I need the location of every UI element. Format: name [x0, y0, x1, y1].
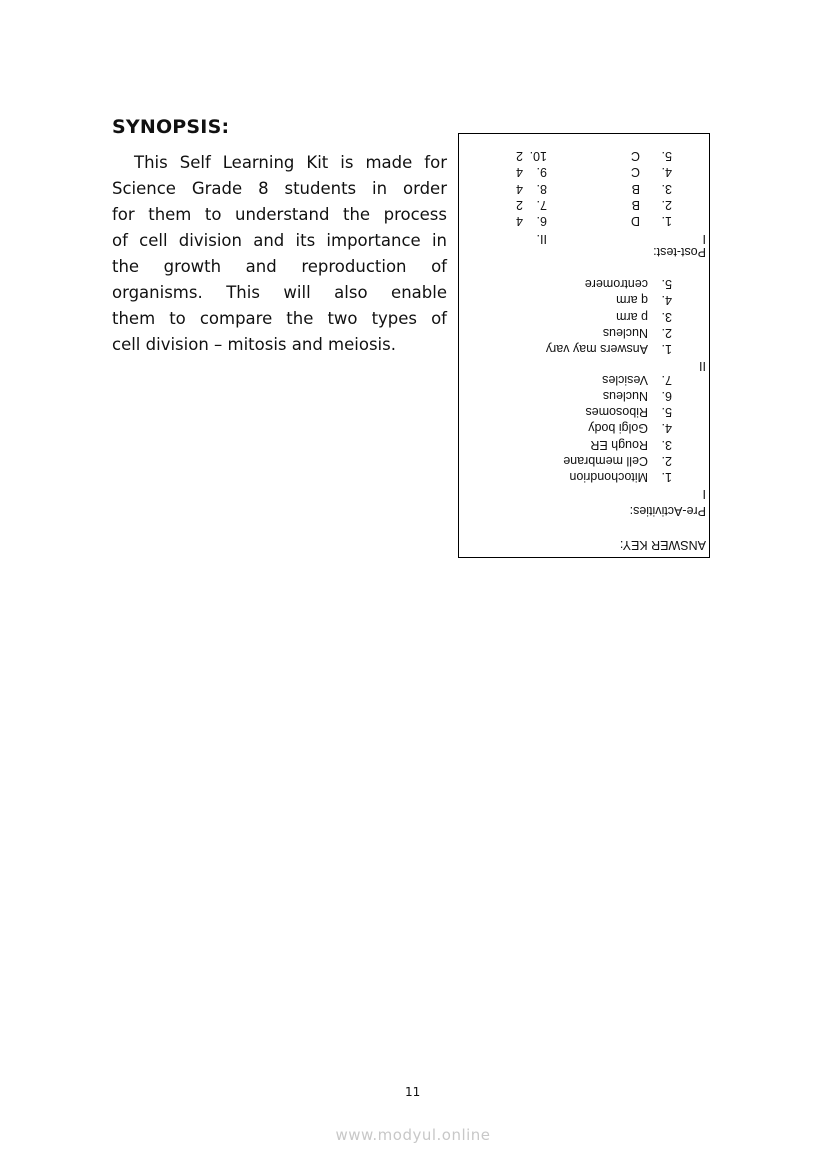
answer-item-number: 3.: [661, 437, 672, 452]
answer-item-number: 1.: [661, 214, 672, 228]
answer-item-value: C: [630, 165, 640, 180]
answer-item-number: 3.: [661, 181, 672, 196]
answer-item-value: C: [630, 149, 640, 164]
synopsis-line: them to compare the two types of: [112, 309, 447, 328]
answer-item-number: 9.: [536, 165, 547, 180]
synopsis-line: the growth and reproduction of: [112, 257, 447, 276]
answer-item-value: Nucleus: [602, 389, 648, 403]
synopsis-line: cell division – mitosis and meiosis.: [112, 335, 396, 354]
answer-item-value: D: [630, 214, 640, 228]
answer-item-number: 4.: [661, 293, 672, 308]
answer-item-value: Cell membrane: [563, 453, 648, 468]
post-part1-label: I: [702, 232, 706, 246]
answer-key-content-rotated: [459, 134, 709, 557]
synopsis-paragraph: [112, 150, 447, 358]
answer-item-value: Vesicles: [602, 372, 648, 387]
answer-item-number: 6.: [536, 214, 547, 228]
answer-item-number: 5.: [661, 405, 672, 420]
answer-item-number: 1.: [661, 470, 672, 484]
answer-item-value: Golgi body: [588, 421, 648, 436]
synopsis-heading: SYNOPSIS:: [112, 116, 230, 138]
pre-part2-label: II: [699, 359, 706, 373]
answer-item-number: 2.: [661, 197, 672, 212]
synopsis-line: of cell division and its importance in: [112, 231, 447, 250]
post-test-label: Post-test:: [653, 245, 706, 259]
synopsis-line: This Self Learning Kit is made for: [134, 153, 447, 172]
answer-item-value: 4: [516, 181, 523, 196]
answer-item-number: 6.: [661, 389, 672, 403]
watermark: www.modyul.online: [335, 1126, 491, 1144]
post-part2-label: II.: [536, 232, 547, 246]
answer-item-value: Ribosomes: [585, 405, 648, 420]
answer-item-value: centromere: [584, 277, 648, 292]
answer-item-value: q arm: [616, 293, 648, 308]
answer-item-number: 2.: [661, 325, 672, 340]
answer-item-value: 4: [516, 214, 523, 228]
synopsis-line: for them to understand the process: [112, 205, 447, 224]
synopsis-line: Science Grade 8 students in order: [112, 179, 447, 198]
answer-item-number: 4.: [661, 421, 672, 436]
answer-item-number: 8.: [536, 181, 547, 196]
answer-item-number: 4.: [661, 165, 672, 180]
pre-activities-label: Pre-Activities:: [629, 504, 706, 518]
answer-item-value: Mitochondrion: [569, 470, 648, 484]
pre-part1-label: I: [702, 487, 706, 501]
answer-key-box: [458, 133, 710, 558]
answer-key-title: ANSWER KEY:: [619, 538, 706, 552]
answer-item-value: Rough ER: [590, 437, 648, 452]
answer-item-value: 2: [516, 149, 523, 164]
answer-item-number: 7.: [536, 197, 547, 212]
answer-item-value: p arm: [616, 309, 648, 324]
answer-item-value: 4: [516, 165, 523, 180]
answer-item-number: 2.: [661, 453, 672, 468]
answer-item-number: 5.: [661, 277, 672, 292]
answer-item-value: 2: [516, 197, 523, 212]
synopsis-line: organisms. This will also enable: [112, 283, 447, 302]
answer-item-number: 3.: [661, 309, 672, 324]
answer-item-number: 5.: [661, 149, 672, 164]
answer-item-number: 10.: [529, 149, 547, 164]
answer-item-value: B: [631, 181, 640, 196]
answer-item-value: B: [631, 197, 640, 212]
answer-item-value: Nucleus: [602, 325, 648, 340]
answer-item-number: 7.: [661, 372, 672, 387]
page-number: 11: [405, 1085, 421, 1099]
answer-item-number: 1.: [661, 342, 672, 356]
answer-item-value: Answers may vary: [545, 342, 648, 356]
